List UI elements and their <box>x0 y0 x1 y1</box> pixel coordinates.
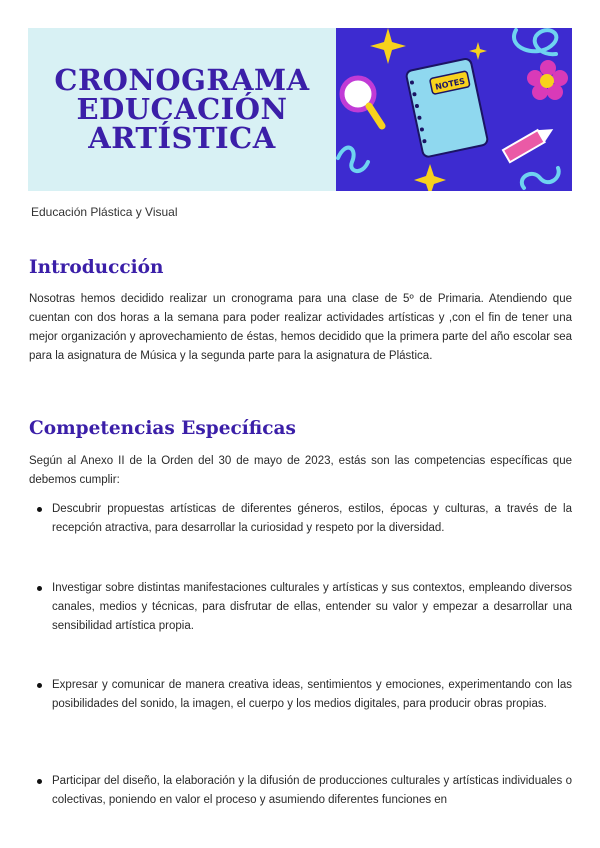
bullet-icon <box>37 507 42 512</box>
bullet-icon <box>37 586 42 591</box>
magnifier-icon <box>342 78 382 126</box>
swirl-icon <box>514 30 556 54</box>
list-item <box>29 579 572 636</box>
crayon-icon <box>503 123 557 162</box>
small-sparkle-icon <box>469 42 487 60</box>
sparkle-icon <box>370 28 406 64</box>
banner-title-line-2: EDUCACIÓN <box>76 92 288 126</box>
flower-icon <box>527 60 568 100</box>
header-banner <box>28 28 572 191</box>
list-item-text: Expresar y comunicar de manera creativa ideas, sentimientos y emociones, experimentando con las posibilidades del sonido, la imagen, el cuerpo y los medios digitales, para producir obras propias. <box>52 679 572 710</box>
banner-title-panel <box>28 28 336 191</box>
list-item-text: Descubrir propuestas artísticas de diferentes géneros, estilos, épocas y culturas, a través de la recepción atractiva, para desarrollar la curiosidad y respeto por la diversidad. <box>52 503 572 534</box>
bullet-icon <box>37 683 42 688</box>
list-item <box>29 500 572 538</box>
bottom-right-swirl-icon <box>522 168 559 188</box>
list-item <box>29 676 572 714</box>
list-item-text: Participar del diseño, la elaboración y la difusión de producciones culturales y artísticas individuales o colectivas, poniendo en valor el proceso y asumiendo diferentes funciones en <box>52 775 572 806</box>
subject-subtitle: Educación Plástica y Visual <box>31 205 178 219</box>
intro-heading: Introducción <box>29 257 164 278</box>
notebook-icon <box>406 58 489 158</box>
banner-illustration <box>336 28 572 191</box>
bullet-icon <box>37 779 42 784</box>
notebook-label: NOTES <box>434 76 466 92</box>
banner-title-line-1: CRONOGRAMA <box>54 63 310 97</box>
list-item <box>29 772 572 810</box>
competencias-intro: Según al Anexo II de la Orden del 30 de mayo de 2023, estás son las competencias específicas que debemos cumplir: <box>29 455 572 486</box>
bottom-sparkle-icon <box>414 164 446 191</box>
intro-paragraph: Nosotras hemos decidido realizar un cronograma para una clase de 5º de Primaria. Atendiendo que cuentan con dos horas a la semana para poder realizar actividades artísticas y ,con el fin de tener una mejor organización y aprovechamiento de éstas, hemos decidido que la primera parte del año escolar sea para la asignatura de Música y la segunda parte para la asignatura de Plástica. <box>29 293 572 362</box>
banner-title-line-3: ARTÍSTICA <box>88 121 276 155</box>
bottom-swirl-icon <box>338 148 368 171</box>
competencias-heading: Competencias Específicas <box>29 418 296 439</box>
list-item-text: Investigar sobre distintas manifestaciones culturales y artísticas y sus contextos, empleando diversos canales, medios y técnicas, para disfrutar de ellas, entender su valor y empezar a desarrollar una sensibilidad artística propia. <box>52 582 572 632</box>
